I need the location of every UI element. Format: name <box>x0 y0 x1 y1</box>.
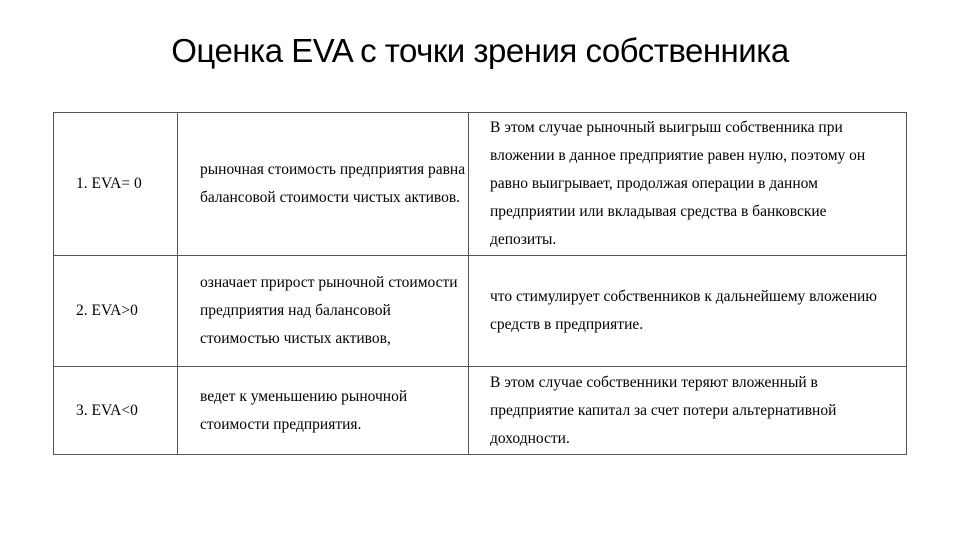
consequence-text: что стимулирует собственников к дальнейшему вложению средств в предприятие. <box>490 288 877 333</box>
consequence-text: В этом случае собственники теряют вложенный в предприятие капитал за счет потери альтернативной доходности. <box>490 373 837 447</box>
meaning-text: означает прирост рыночной стоимости предприятия над балансовой стоимостью чистых активов, <box>200 274 458 347</box>
condition-cell <box>54 113 178 256</box>
consequence-cell <box>469 367 907 455</box>
condition-text: 3. EVA<0 <box>76 401 138 419</box>
condition-text: 2. EVA>0 <box>76 302 138 319</box>
condition-cell <box>54 367 178 455</box>
condition-cell <box>54 256 178 367</box>
consequence-cell <box>469 256 907 367</box>
meaning-text: рыночная стоимость предприятия равна балансовой стоимости чистых активов. <box>200 161 466 206</box>
eva-table <box>53 112 907 455</box>
meaning-text: ведет к уменьшению рыночной стоимости предприятия. <box>200 387 408 433</box>
consequence-cell <box>469 113 907 256</box>
meaning-cell <box>178 256 469 367</box>
table-row <box>54 256 907 367</box>
meaning-cell <box>178 367 469 455</box>
condition-text: 1. EVA= 0 <box>76 175 142 192</box>
table-row <box>54 113 907 256</box>
table-row <box>54 367 907 455</box>
slide-title: Оценка EVA с точки зрения собственника <box>171 32 789 69</box>
consequence-text: В этом случае рыночный выигрыш собственника при вложении в данное предприятие равен нулю, поэтому он равно выигрывает, продолжая операции в данном предприятии или вкладывая средства в банковские депозиты. <box>490 119 866 248</box>
meaning-cell <box>178 113 469 256</box>
